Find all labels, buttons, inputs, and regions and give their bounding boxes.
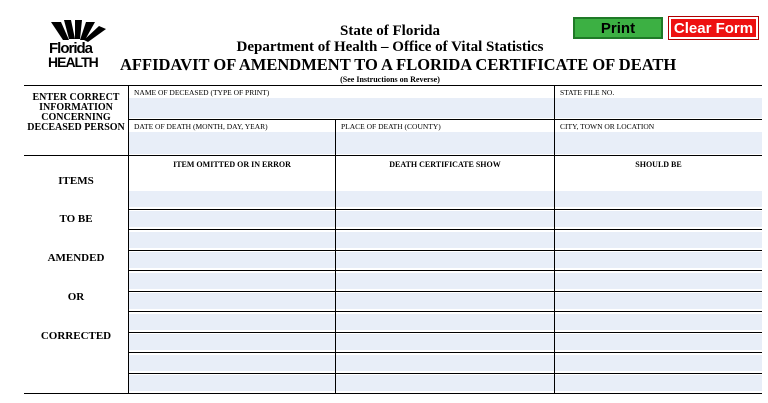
row-6-certificate-field[interactable] bbox=[336, 293, 554, 309]
row-9-certificate-field[interactable] bbox=[336, 355, 554, 371]
header-state: State of Florida bbox=[340, 23, 440, 39]
city-town-location-field[interactable] bbox=[555, 132, 762, 154]
date-of-death-label: DATE OF DEATH (MONTH, DAY, YEAR) bbox=[134, 122, 268, 131]
logo-text-florida: Florida bbox=[49, 40, 93, 57]
amended-label: AMENDED bbox=[47, 252, 105, 264]
row-1-should-be-field[interactable] bbox=[555, 191, 762, 207]
place-of-death-label: PLACE OF DEATH (COUNTY) bbox=[341, 122, 441, 131]
row-8-certificate-field[interactable] bbox=[336, 334, 554, 350]
section-divider-line bbox=[24, 155, 762, 156]
column-header-item-omitted: ITEM OMITTED OR IN ERROR bbox=[173, 160, 291, 169]
state-file-label: STATE FILE NO. bbox=[560, 88, 615, 97]
section1-mid-line bbox=[128, 119, 762, 120]
column-header-should-be: SHOULD BE bbox=[635, 160, 682, 169]
form-subtitle: (See Instructions on Reverse) bbox=[340, 75, 440, 84]
row-10-certificate-field[interactable] bbox=[336, 375, 554, 391]
row-4-should-be-field[interactable] bbox=[555, 252, 762, 268]
or-label: OR bbox=[67, 291, 85, 303]
row-3-item-field[interactable] bbox=[129, 232, 335, 248]
row-3-certificate-field[interactable] bbox=[336, 232, 554, 248]
row-5-item-field[interactable] bbox=[129, 273, 335, 289]
row-4-item-field[interactable] bbox=[129, 252, 335, 268]
form-title: AFFIDAVIT OF AMENDMENT TO A FLORIDA CERTIFICATE OF DEATH bbox=[120, 55, 677, 74]
deceased-name-field[interactable] bbox=[129, 98, 554, 118]
row-1-certificate-field[interactable] bbox=[336, 191, 554, 207]
row-7-item-field[interactable] bbox=[129, 314, 335, 330]
column-header-death-certificate-show: DEATH CERTIFICATE SHOW bbox=[389, 160, 501, 169]
row-line bbox=[128, 250, 762, 251]
date-of-death-field[interactable] bbox=[129, 132, 335, 154]
row-line bbox=[128, 270, 762, 271]
row-5-should-be-field[interactable] bbox=[555, 273, 762, 289]
corrected-label: CORRECTED bbox=[40, 330, 112, 342]
row-line bbox=[128, 311, 762, 312]
print-button[interactable]: Print bbox=[573, 17, 663, 39]
name-label: NAME OF DECEASED (TYPE OF PRINT) bbox=[134, 88, 270, 97]
row-line bbox=[128, 373, 762, 374]
place-of-death-field[interactable] bbox=[336, 132, 554, 154]
clear-form-button[interactable]: Clear Form bbox=[669, 17, 758, 39]
items-label: ITEMS bbox=[58, 175, 94, 187]
row-5-certificate-field[interactable] bbox=[336, 273, 554, 289]
top-border-line bbox=[24, 85, 762, 86]
row-2-item-field[interactable] bbox=[129, 211, 335, 227]
row-1-item-field[interactable] bbox=[129, 191, 335, 207]
to-be-label: TO BE bbox=[59, 213, 93, 225]
row-10-item-field[interactable] bbox=[129, 375, 335, 391]
row-6-item-field[interactable] bbox=[129, 293, 335, 309]
row-line bbox=[128, 352, 762, 353]
row-6-should-be-field[interactable] bbox=[555, 293, 762, 309]
row-9-item-field[interactable] bbox=[129, 355, 335, 371]
logo-text-health: HEALTH bbox=[48, 54, 98, 70]
row-3-should-be-field[interactable] bbox=[555, 232, 762, 248]
row-7-should-be-field[interactable] bbox=[555, 314, 762, 330]
city-label: CITY, TOWN OR LOCATION bbox=[560, 122, 655, 131]
row-4-certificate-field[interactable] bbox=[336, 252, 554, 268]
row-2-should-be-field[interactable] bbox=[555, 211, 762, 227]
row-8-should-be-field[interactable] bbox=[555, 334, 762, 350]
header-department: Department of Health – Office of Vital Statistics bbox=[236, 39, 544, 55]
bottom-border-line bbox=[24, 393, 762, 394]
section1-label: ENTER CORRECT INFORMATION CONCERNING DECEASED PERSON bbox=[27, 92, 125, 133]
row-2-certificate-field[interactable] bbox=[336, 211, 554, 227]
row-line bbox=[128, 332, 762, 333]
row-9-should-be-field[interactable] bbox=[555, 355, 762, 371]
row-line bbox=[128, 229, 762, 230]
row-line bbox=[128, 291, 762, 292]
row-7-certificate-field[interactable] bbox=[336, 314, 554, 330]
row-10-should-be-field[interactable] bbox=[555, 375, 762, 391]
row-line bbox=[128, 209, 762, 210]
state-file-field[interactable] bbox=[555, 98, 762, 118]
row-8-item-field[interactable] bbox=[129, 334, 335, 350]
